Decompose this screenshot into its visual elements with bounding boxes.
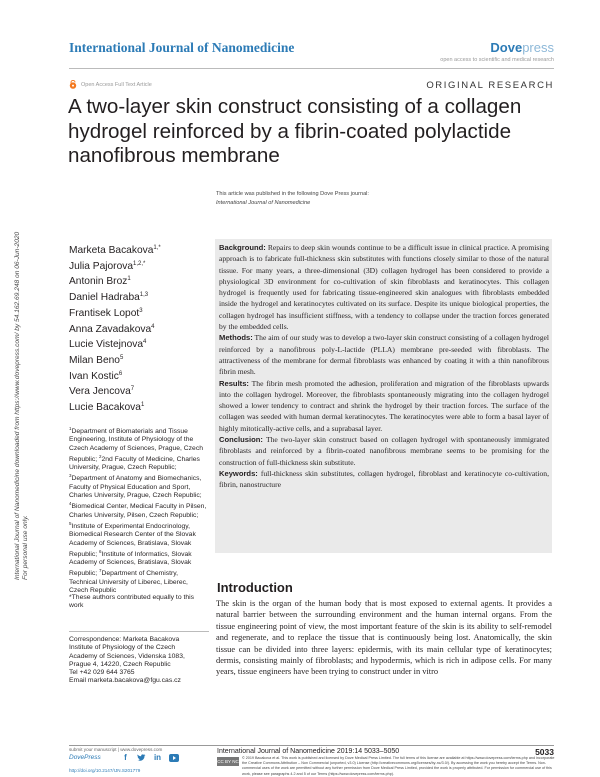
youtube-icon[interactable] xyxy=(168,752,179,763)
abstract-paragraph xyxy=(219,332,549,377)
author-name-text: Vera Jencova xyxy=(69,386,131,398)
cc-license-badge[interactable]: CC BY NC xyxy=(217,759,239,764)
brand-tagline: open access to scientific and medical research xyxy=(440,57,554,63)
author-affiliation-marker: 4 xyxy=(143,339,147,346)
author-name-text: Antonin Broz xyxy=(69,276,128,288)
license-text: © 2019 Bacakova et al. This work is published and licensed by Dove Medical Press Limited. The full terms of this license are available at https://www.dovepress.com/terms.php and incorporate the Creative Commons Attribution – Non Commercial (unported, v3.0) License (http://creativecommons.org/licenses/by-nc/3.0/). By accessing the work you hereby accept the Terms. Non-commercial uses of the work are permitted without any further permission from Dove Medical Press Limited, provided the work is properly attributed. For permission for commercial use of this work, please see paragraphs 4.2 and 5 of our Terms (https://www.dovepress.com/terms.php). xyxy=(242,756,555,776)
affiliation-marker: 2 xyxy=(99,453,102,459)
affiliation-text: 2nd Faculty of Medicine, Charles University, Prague, Czech Republic; xyxy=(69,455,200,472)
open-access-text: Open Access Full Text Article xyxy=(81,81,152,88)
abstract-section-label: Methods: xyxy=(219,333,253,343)
affiliation-text: Institute of Experimental Endocrinology, Biomedical Research Center of the Slovak Academy of Sciences, Bratislava, Slovak Republic; xyxy=(69,522,196,558)
author-affiliation-marker: 7 xyxy=(130,386,135,393)
correspondence-label: Correspondence: Marketa Bacakova xyxy=(69,636,180,643)
article-title: A two-layer skin construct consisting of a collagen hydrogel reinforced by a fibrin-coated polylactide nanofibrous membrane xyxy=(68,95,522,167)
citation: International Journal of Nanomedicine 2019:14 5033–5050 xyxy=(217,748,400,755)
author-name-text: Milan Beno xyxy=(69,354,120,366)
abstract xyxy=(219,242,549,491)
facebook-icon[interactable]: f xyxy=(124,753,127,762)
author-name xyxy=(69,399,161,415)
abstract-paragraph xyxy=(219,242,549,332)
open-access-label xyxy=(69,80,152,89)
affiliations xyxy=(69,425,207,595)
social-links xyxy=(120,752,179,763)
author-name xyxy=(69,321,161,337)
dovepress-logo xyxy=(490,40,554,55)
author-name xyxy=(69,289,161,305)
footer-divider xyxy=(69,745,554,746)
affiliation-text: Department of Anatomy and Biomechanics, Faculty of Physical Education and Sport, Charles University, Prague, Czech Republic; xyxy=(69,475,202,500)
correspondence-line: Institute of Physiology of the Czech xyxy=(69,644,176,652)
header-divider xyxy=(69,68,554,69)
abstract-section-label: Conclusion: xyxy=(219,435,263,445)
publication-note xyxy=(216,190,536,207)
twitter-icon[interactable] xyxy=(136,752,147,763)
author-affiliation-marker: 1,2,* xyxy=(133,260,146,267)
equal-contribution-note: *These authors contributed equally to this work xyxy=(69,594,195,610)
download-watermark-text xyxy=(14,232,30,580)
affiliation-text: Institute of Informatics, Slovak Academy of Sciences, Bratislava, Slovak Republic; xyxy=(69,550,192,578)
author-affiliation-marker: 4 xyxy=(151,323,155,330)
abstract-paragraph xyxy=(219,434,549,468)
author-name xyxy=(69,305,161,321)
affiliation-marker: 1 xyxy=(69,426,72,431)
affiliation-marker: 6 xyxy=(99,548,102,554)
author-affiliation-marker: 1 xyxy=(140,402,145,409)
affiliation-text: Biomedical Center, Medical Faculty in Pilsen, Charles University, Pilsen, Czech Republic; xyxy=(69,503,207,519)
affiliation-text: Department of Chemistry, Technical University of Liberec, Liberec, Czech Republic xyxy=(69,570,188,595)
brand-light: press xyxy=(522,40,554,55)
correspondence-divider xyxy=(69,631,209,632)
author-name xyxy=(69,383,161,399)
abstract-section-label: Keywords: xyxy=(219,468,258,478)
journal-name: International Journal of Nanomedicine xyxy=(69,40,295,55)
linkedin-icon[interactable]: in xyxy=(153,753,162,762)
abstract-paragraph xyxy=(219,378,549,434)
publication-note-journal: International Journal of Nanomedicine xyxy=(216,199,311,206)
author-name-text: Ivan Kostic xyxy=(69,370,119,382)
abstract-section-label: Background: xyxy=(219,243,266,252)
author-name-text: Marketa Bacakova xyxy=(69,245,154,256)
author-name xyxy=(69,258,161,274)
author-name-text: Julia Pajorova xyxy=(69,260,133,272)
author-affiliation-marker: 6 xyxy=(118,370,123,377)
section-label: ORIGINAL RESEARCH xyxy=(426,80,554,91)
submit-manuscript-link[interactable]: submit your manuscript | www.dovepress.com xyxy=(69,747,163,752)
author-affiliation-marker: 3 xyxy=(139,307,143,314)
correspondence-email[interactable]: Email marketa.bacakova@fgu.cas.cz xyxy=(69,677,181,685)
abstract-section-text: The two-layer skin construct based on collagen hydrogel with spontaneously immigrated fibroblasts and reinforced by a fibrin-coated nanofibrous membrane seems to be promising for the construction of full-thickness skin substitute. xyxy=(219,435,549,467)
introduction-paragraph: The skin is the organ of the human body that is most exposed to external agents. It provides a natural barrier between the surrounding environment and the human internal organs. From the tissue engineering point of view, the most important feature of the skin is its ability to self-remodel and regenerate, and to replace the tissue that is continuously being lost. Anatomically, the skin tissue can be divided into three layers: epidermis, with its main cellular type of keratinocytes; dermis, consisting mainly of fibroblasts; and hypodermis, which is rich in adipose cells. For many years, tissue engineers have been trying to construct under in vitro xyxy=(216,599,552,677)
watermark-line-1: International Journal of Nanomedicine downloaded from https://www.dovepress.com/ by 54.162.69.248 on 06-Jun-2020 xyxy=(14,231,21,580)
correspondence-line: Academy of Sciences, Videnska 1083, xyxy=(69,652,185,660)
abstract-section-text: Repairs to deep skin wounds continue to be a difficult issue in clinical practice. A promising approach is to fabricate full-thickness skin substitutes with functions closely similar to those of the natural tissue. For many years, a three-dimensional (3D) collagen hydrogel has been considered to provide a physiological 3D environment for co-cultivation of skin fibroblasts and keratinocytes. This collagen hydrogel is frequently used for fabricating tissue-engineered skin analogues with fibroblasts embedded inside the hydrogel and keratinocytes cultivated on its surface. Despite its unique biological properties, the collagen hydrogel has insufficient stiffness, with a tendency to collapse under the traction forces generated by the embedded cells. xyxy=(219,243,549,332)
author-list xyxy=(69,242,161,415)
author-affiliation-marker: 1,3 xyxy=(139,292,149,299)
author-name xyxy=(69,242,161,258)
abstract-paragraph xyxy=(219,468,549,491)
introduction-text xyxy=(216,598,552,678)
watermark-line-2: For personal use only. xyxy=(22,515,29,580)
doi-link[interactable]: http://doi.org/10.2147/IJN.S201779 xyxy=(69,768,141,773)
publication-note-line: This article was published in the following Dove Press journal: xyxy=(216,191,369,197)
author-name xyxy=(69,273,161,289)
affiliation-text: Department of Biomaterials and Tissue Engineering, Institute of Physiology of the Czech Academy of Sciences, Prague, Czech Republic; xyxy=(69,428,203,463)
abstract-section-text: The fibrin mesh promoted the adhesion, proliferation and migration of the fibroblasts upwards into the collagen hydrogel. Moreover, the fibroblasts spontaneously migrating into the collagen hydrogel showed a lower tendency to contract and shrink the hydrogel by their traction forces. The surface of the collagen was seeded with human dermal keratinocytes. The keratinocytes were able to form a basal layer of highly mitotically-active cells, and a suprabasal layer. xyxy=(219,378,549,433)
author-name-text: Frantisek Lopot xyxy=(69,307,140,319)
abstract-section-label: Results: xyxy=(219,378,249,388)
author-name-text: Anna Zavadakova xyxy=(69,323,152,335)
author-name-text: Lucie Bacakova xyxy=(69,402,141,414)
author-name-text: Lucie Vistejnova xyxy=(69,339,144,351)
correspondence xyxy=(69,636,209,686)
author-name-text: Daniel Hadraba xyxy=(69,292,140,304)
download-watermark xyxy=(12,140,29,580)
introduction-heading: Introduction xyxy=(217,580,293,595)
footer-dovepress-logo: DovePress xyxy=(69,754,101,761)
author-affiliation-marker: 1,* xyxy=(153,245,161,251)
brand-bold: Dove xyxy=(490,40,523,55)
affiliation-marker: 4 xyxy=(69,501,72,507)
open-lock-icon xyxy=(69,80,77,89)
correspondence-line: Tel +42 029 644 3765 xyxy=(69,669,135,677)
affiliation-marker: 7 xyxy=(99,568,102,574)
author-name xyxy=(69,368,161,384)
author-affiliation-marker: 5 xyxy=(119,354,124,361)
author-name xyxy=(69,352,161,368)
abstract-section-text: full-thickness skin substitutes, collagen hydrogel, fibroblast and keratinocyte co-cultivation, fibrin, nanostructure xyxy=(219,468,549,490)
correspondence-line: Prague 4, 14220, Czech Republic xyxy=(69,660,171,668)
author-name xyxy=(69,336,161,352)
affiliation-marker: 5 xyxy=(69,520,72,526)
abstract-section-text: The aim of our study was to develop a two-layer skin construct consisting of a collagen hydrogel reinforced by a nanofibrous poly-L-lactide (PLLA) membrane pre-seeded with fibroblasts. The attractiveness of the membrane for dermal fibroblasts was enhanced by coating it with a thin nanofibrous fibrin mesh. xyxy=(219,333,549,377)
affiliation-marker: 3 xyxy=(69,473,72,479)
author-affiliation-marker: 1 xyxy=(127,276,131,283)
page-number: 5033 xyxy=(535,747,554,757)
